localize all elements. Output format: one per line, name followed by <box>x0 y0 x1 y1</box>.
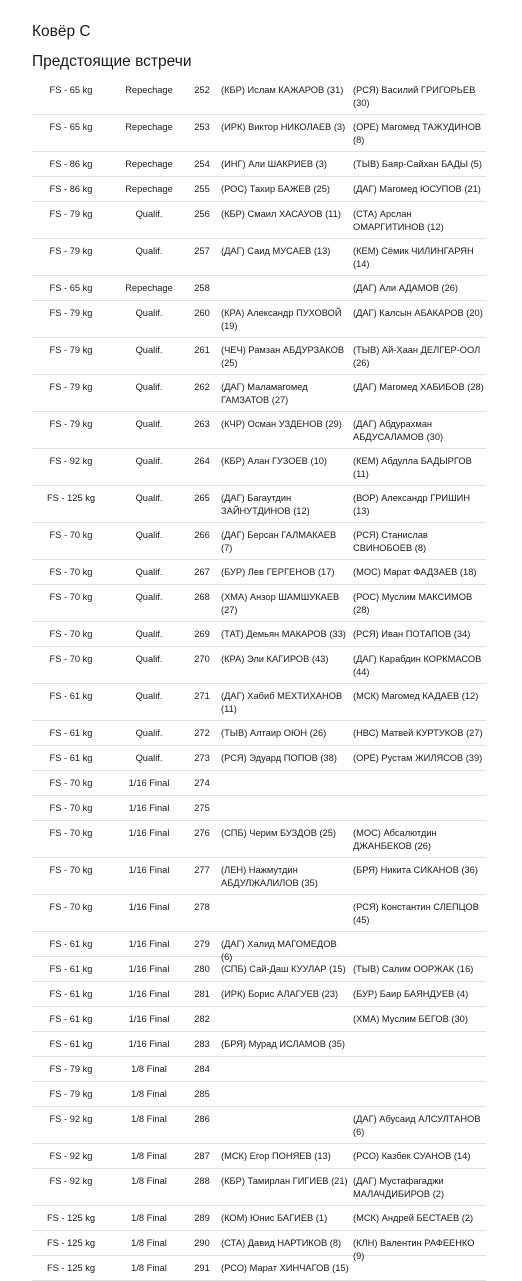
round-name: Qualif. <box>135 567 163 577</box>
bout-row <box>32 301 486 338</box>
bout-row <box>32 1007 486 1032</box>
wrestler-blue: (СТА) Арслан ОМАРГИТИНОВ (12) <box>353 209 444 232</box>
bout-row <box>32 177 486 202</box>
wrestler-blue: (РСЯ) Станислав СВИНОБОЕВ (8) <box>353 530 428 553</box>
round-name: Qualif. <box>135 629 163 639</box>
weight-class: FS - 79 kg <box>49 382 93 392</box>
weight-class: FS - 92 kg <box>49 1114 93 1124</box>
round-name: Repechage <box>125 283 173 293</box>
bout-row <box>32 276 486 301</box>
round-name: 1/16 Final <box>128 902 170 912</box>
bout-row <box>32 1169 486 1206</box>
wrestler-blue: (МСК) Магомед КАДАЕВ (12) <box>353 691 479 701</box>
weight-class: FS - 70 kg <box>49 828 93 838</box>
weight-class: FS - 61 kg <box>49 939 93 949</box>
weight-class: FS - 92 kg <box>49 1176 93 1186</box>
wrestler-blue: (БРЯ) Никита СИКАНОВ (36) <box>353 865 478 875</box>
carpet-title: Ковёр С <box>32 23 91 40</box>
bout-number: 273 <box>194 753 210 763</box>
weight-class: FS - 61 kg <box>49 964 93 974</box>
wrestler-blue: (ТЫВ) Ай-Хаан ДЕЛГЕР-ООЛ (26) <box>353 345 481 368</box>
bout-row <box>32 932 486 962</box>
wrestler-red: (РСЯ) Эдуард ПОПОВ (38) <box>221 753 337 763</box>
weight-class: FS - 61 kg <box>49 989 93 999</box>
bout-row <box>32 1082 486 1107</box>
wrestler-red: (СПБ) Сай-Даш КУУЛАР (15) <box>221 964 346 974</box>
bout-row <box>32 202 486 239</box>
bout-number: 252 <box>194 85 210 95</box>
wrestler-blue: (МОС) Абсалютдин ДЖАНБЕКОВ (26) <box>353 828 437 851</box>
bout-row <box>32 412 486 449</box>
bout-number: 253 <box>194 122 210 132</box>
wrestler-red: (ЧЕЧ) Рамзан АБДУРЗАКОВ (25) <box>221 345 345 368</box>
bout-number: 269 <box>194 629 210 639</box>
wrestler-red: (РСО) Марат ХИНЧАГОВ (15) <box>221 1263 349 1273</box>
round-name: 1/16 Final <box>128 989 170 999</box>
round-name: Qualif. <box>135 345 163 355</box>
weight-class: FS - 79 kg <box>49 308 93 318</box>
weight-class: FS - 65 kg <box>49 122 93 132</box>
wrestler-blue: (ДАГ) Али АДАМОВ (26) <box>353 283 459 293</box>
bout-number: 288 <box>194 1176 210 1186</box>
bout-number: 274 <box>194 778 210 788</box>
wrestler-red: (СПБ) Черим БУЗДОВ (25) <box>221 828 337 838</box>
bout-number: 265 <box>194 493 210 503</box>
weight-class: FS - 61 kg <box>49 728 93 738</box>
wrestler-red: (КРА) Эли КАГИРОВ (43) <box>221 654 329 664</box>
round-name: Qualif. <box>135 753 163 763</box>
wrestler-red: (ДАГ) Багаутдин ЗАЙНУТДИНОВ (12) <box>221 493 310 516</box>
weight-class: FS - 61 kg <box>49 1014 93 1024</box>
bout-number: 268 <box>194 592 210 602</box>
weight-class: FS - 79 kg <box>49 246 93 256</box>
weight-class: FS - 70 kg <box>49 654 93 664</box>
wrestler-red: (ЛЕН) Нажмутдин АБДУЛЖАЛИЛОВ (35) <box>221 865 318 888</box>
wrestler-blue: (ТЫВ) Баяр-Сайхан БАДЫ (5) <box>353 159 482 169</box>
wrestler-red: (ДАГ) Берсан ГАЛМАКАЕВ (7) <box>221 530 337 553</box>
bout-number: 267 <box>194 567 210 577</box>
bout-row <box>32 821 486 858</box>
wrestler-blue: (РОС) Муслим МАКСИМОВ (28) <box>353 592 473 615</box>
bout-row <box>32 647 486 684</box>
round-name: Qualif. <box>135 456 163 466</box>
wrestler-red: (ИРК) Борис АЛАГУЕВ (23) <box>221 989 339 999</box>
bout-row <box>32 895 486 932</box>
bout-number: 285 <box>194 1089 210 1099</box>
wrestler-blue: (ВОР) Александр ГРИШИН (13) <box>353 493 471 516</box>
round-name: Repechage <box>125 159 173 169</box>
weight-class: FS - 125 kg <box>46 493 96 503</box>
weight-class: FS - 70 kg <box>49 778 93 788</box>
round-name: Qualif. <box>135 530 163 540</box>
bout-number: 287 <box>194 1151 210 1161</box>
round-name: 1/16 Final <box>128 1014 170 1024</box>
wrestler-blue: (МОС) Марат ФАДЗАЕВ (18) <box>353 567 477 577</box>
wrestler-blue: (КЕМ) Абдулла БАДЫРГОВ (11) <box>353 456 472 479</box>
round-name: Qualif. <box>135 691 163 701</box>
bout-number: 291 <box>194 1263 210 1273</box>
wrestler-red: (ИРК) Виктор НИКОЛАЕВ (3) <box>221 122 346 132</box>
weight-class: FS - 79 kg <box>49 209 93 219</box>
wrestler-blue: (КЕМ) Сёмик ЧИЛИНГАРЯН (14) <box>353 246 474 269</box>
weight-class: FS - 79 kg <box>49 1064 93 1074</box>
bout-number: 270 <box>194 654 210 664</box>
wrestler-blue: (ДАГ) Абдурахман АБДУСАЛАМОВ (30) <box>353 419 444 442</box>
bout-number: 277 <box>194 865 210 875</box>
bout-row <box>32 1231 486 1261</box>
wrestler-red: (ТЫВ) Алтаир ОЮН (26) <box>221 728 327 738</box>
bout-row <box>32 523 486 560</box>
round-name: 1/16 Final <box>128 803 170 813</box>
bout-row <box>32 684 486 721</box>
wrestler-blue: (ТЫВ) Салим ООРЖАК (16) <box>353 964 474 974</box>
bout-row <box>32 239 486 276</box>
bout-row <box>32 1032 486 1057</box>
wrestler-red: (КРА) Александр ПУХОВОЙ (19) <box>221 308 342 331</box>
wrestler-red: (ХМА) Анзор ШАМШУКАЕВ (27) <box>221 592 340 615</box>
wrestler-blue: (ДАГ) Магомед ЮСУПОВ (21) <box>353 184 481 194</box>
bout-row <box>32 1057 486 1082</box>
bout-number: 264 <box>194 456 210 466</box>
bout-number: 282 <box>194 1014 210 1024</box>
round-name: 1/8 Final <box>131 1114 167 1124</box>
bout-row <box>32 1144 486 1169</box>
bout-number: 283 <box>194 1039 210 1049</box>
bout-row <box>32 1206 486 1231</box>
weight-class: FS - 92 kg <box>49 456 93 466</box>
wrestler-red: (КБР) Тамирлан ГИГИЕВ (21) <box>221 1176 348 1186</box>
round-name: Qualif. <box>135 419 163 429</box>
bout-number: 266 <box>194 530 210 540</box>
bout-number: 275 <box>194 803 210 813</box>
wrestler-red: (КЧР) Осман УЗДЕНОВ (29) <box>221 419 342 429</box>
bout-number: 272 <box>194 728 210 738</box>
wrestler-red: (РОС) Тахир БАЖЕВ (25) <box>221 184 330 194</box>
bout-row <box>32 796 486 821</box>
wrestler-blue: (РСЯ) Иван ПОТАПОВ (34) <box>353 629 471 639</box>
bout-row <box>32 1256 486 1281</box>
weight-class: FS - 125 kg <box>46 1263 96 1273</box>
round-name: Qualif. <box>135 654 163 664</box>
round-name: 1/8 Final <box>131 1151 167 1161</box>
bout-number: 281 <box>194 989 210 999</box>
weight-class: FS - 61 kg <box>49 753 93 763</box>
wrestler-red: (ИНГ) Али ШАКРИЕВ (3) <box>221 159 327 169</box>
weight-class: FS - 70 kg <box>49 803 93 813</box>
weight-class: FS - 70 kg <box>49 629 93 639</box>
wrestler-blue: (НВС) Матвей КУРТУКОВ (27) <box>353 728 483 738</box>
bout-number: 286 <box>194 1114 210 1124</box>
bout-row <box>32 746 486 771</box>
bout-row <box>32 585 486 622</box>
round-name: 1/8 Final <box>131 1176 167 1186</box>
weight-class: FS - 125 kg <box>46 1213 96 1223</box>
wrestler-blue: (РСО) Казбек СУАНОВ (14) <box>353 1151 471 1161</box>
round-name: 1/8 Final <box>131 1089 167 1099</box>
bout-number: 279 <box>194 939 210 949</box>
bout-row <box>32 115 486 152</box>
wrestler-red: (БРЯ) Мурад ИСЛАМОВ (35) <box>221 1039 346 1049</box>
weight-class: FS - 61 kg <box>49 691 93 701</box>
wrestler-blue: (БУР) Баир БАЯНДУЕВ (4) <box>353 989 469 999</box>
wrestler-blue: (ОРЕ) Рустам ЖИЛЯСОВ (39) <box>353 753 483 763</box>
round-name: 1/8 Final <box>131 1263 167 1273</box>
bout-number: 257 <box>194 246 210 256</box>
round-name: Repechage <box>125 85 173 95</box>
round-name: 1/16 Final <box>128 828 170 838</box>
wrestler-red: (СТА) Давид НАРТИКОВ (8) <box>221 1238 342 1248</box>
bout-number: 256 <box>194 209 210 219</box>
weight-class: FS - 65 kg <box>49 85 93 95</box>
round-name: 1/16 Final <box>128 939 170 949</box>
wrestler-red: (ДАГ) Саид МУСАЕВ (13) <box>221 246 331 256</box>
round-name: 1/8 Final <box>131 1238 167 1248</box>
bout-row <box>32 957 486 982</box>
round-name: Qualif. <box>135 493 163 503</box>
bout-row <box>32 771 486 796</box>
weight-class: FS - 65 kg <box>49 283 93 293</box>
weight-class: FS - 79 kg <box>49 345 93 355</box>
bouts-table <box>32 78 486 1281</box>
weight-class: FS - 79 kg <box>49 419 93 429</box>
round-name: Repechage <box>125 122 173 132</box>
wrestler-blue: (МСК) Андрей БЕСТАЕВ (2) <box>353 1213 474 1223</box>
weight-class: FS - 70 kg <box>49 530 93 540</box>
wrestler-blue: (ДАГ) Карабдин КОРКМАСОВ (44) <box>353 654 482 677</box>
round-name: 1/16 Final <box>128 1039 170 1049</box>
weight-class: FS - 86 kg <box>49 184 93 194</box>
round-name: Qualif. <box>135 382 163 392</box>
bout-row <box>32 449 486 486</box>
wrestler-blue: (КЛН) Валентин РАФЕЕНКО (9) <box>353 1238 475 1261</box>
wrestler-red: (КБР) Ислам КАЖАРОВ (31) <box>221 85 344 95</box>
weight-class: FS - 79 kg <box>49 1089 93 1099</box>
bout-row <box>32 858 486 895</box>
bout-row <box>32 1107 486 1144</box>
bout-number: 262 <box>194 382 210 392</box>
round-name: Qualif. <box>135 246 163 256</box>
bout-number: 255 <box>194 184 210 194</box>
bout-number: 260 <box>194 308 210 318</box>
weight-class: FS - 70 kg <box>49 592 93 602</box>
wrestler-red: (ТАТ) Демьян МАКАРОВ (33) <box>221 629 346 639</box>
bout-number: 290 <box>194 1238 210 1248</box>
wrestler-red: (КОМ) Юнис БАГИЕВ (1) <box>221 1213 328 1223</box>
wrestler-blue: (РСЯ) Василий ГРИГОРЬЕВ (30) <box>353 85 476 108</box>
section-title: Предстоящие встречи <box>32 53 192 70</box>
wrestler-blue: (ДАГ) Магомед ХАБИБОВ (28) <box>353 382 484 392</box>
bout-number: 280 <box>194 964 210 974</box>
bout-row <box>32 560 486 585</box>
weight-class: FS - 125 kg <box>46 1238 96 1248</box>
wrestler-blue: (РСЯ) Константин СЛЕПЦОВ (45) <box>353 902 479 925</box>
bout-row <box>32 78 486 115</box>
bout-number: 254 <box>194 159 210 169</box>
weight-class: FS - 86 kg <box>49 159 93 169</box>
round-name: Qualif. <box>135 308 163 318</box>
wrestler-red: (ДАГ) Халид МАГОМЕДОВ (6) <box>221 939 337 962</box>
wrestler-red: (КБР) Алан ГУЗОЕВ (10) <box>221 456 328 466</box>
bout-row <box>32 622 486 647</box>
bout-number: 263 <box>194 419 210 429</box>
wrestler-red: (ДАГ) Маламагомед ГАМЗАТОВ (27) <box>221 382 308 405</box>
round-name: Qualif. <box>135 728 163 738</box>
round-name: 1/16 Final <box>128 964 170 974</box>
round-name: Qualif. <box>135 209 163 219</box>
bout-number: 278 <box>194 902 210 912</box>
wrestler-blue: (ДАГ) Калсын АБАКАРОВ (20) <box>353 308 483 318</box>
bout-number: 258 <box>194 283 210 293</box>
bout-number: 289 <box>194 1213 210 1223</box>
round-name: Repechage <box>125 184 173 194</box>
bout-row <box>32 721 486 746</box>
bout-row <box>32 152 486 177</box>
wrestler-blue: (ДАГ) Мустафагаджи МАЛАЧДИБИРОВ (2) <box>353 1176 445 1199</box>
bout-number: 271 <box>194 691 210 701</box>
bout-number: 284 <box>194 1064 210 1074</box>
wrestler-blue: (ОРЕ) Магомед ТАЖУДИНОВ (8) <box>353 122 482 145</box>
weight-class: FS - 70 kg <box>49 567 93 577</box>
wrestler-red: (БУР) Лев ГЕРГЕНОВ (17) <box>221 567 335 577</box>
wrestler-red: (ДАГ) Хабиб МЕХТИХАНОВ (11) <box>221 691 343 714</box>
bout-row <box>32 338 486 375</box>
bout-row <box>32 982 486 1007</box>
weight-class: FS - 61 kg <box>49 1039 93 1049</box>
round-name: 1/16 Final <box>128 778 170 788</box>
round-name: Qualif. <box>135 592 163 602</box>
wrestler-red: (МСК) Егор ПОНЯЕВ (13) <box>221 1151 331 1161</box>
round-name: 1/8 Final <box>131 1213 167 1223</box>
bout-number: 276 <box>194 828 210 838</box>
round-name: 1/16 Final <box>128 865 170 875</box>
wrestler-red: (КБР) Смаил ХАСАУОВ (11) <box>221 209 341 219</box>
weight-class: FS - 70 kg <box>49 865 93 875</box>
bout-row <box>32 375 486 412</box>
round-name: 1/8 Final <box>131 1064 167 1074</box>
bout-number: 261 <box>194 345 210 355</box>
wrestler-blue: (ДАГ) Абусаид АЛСУЛТАНОВ (6) <box>353 1114 481 1137</box>
wrestler-blue: (ХМА) Муслим БЕГОВ (30) <box>353 1014 468 1024</box>
weight-class: FS - 70 kg <box>49 902 93 912</box>
weight-class: FS - 92 kg <box>49 1151 93 1161</box>
bout-row <box>32 486 486 523</box>
